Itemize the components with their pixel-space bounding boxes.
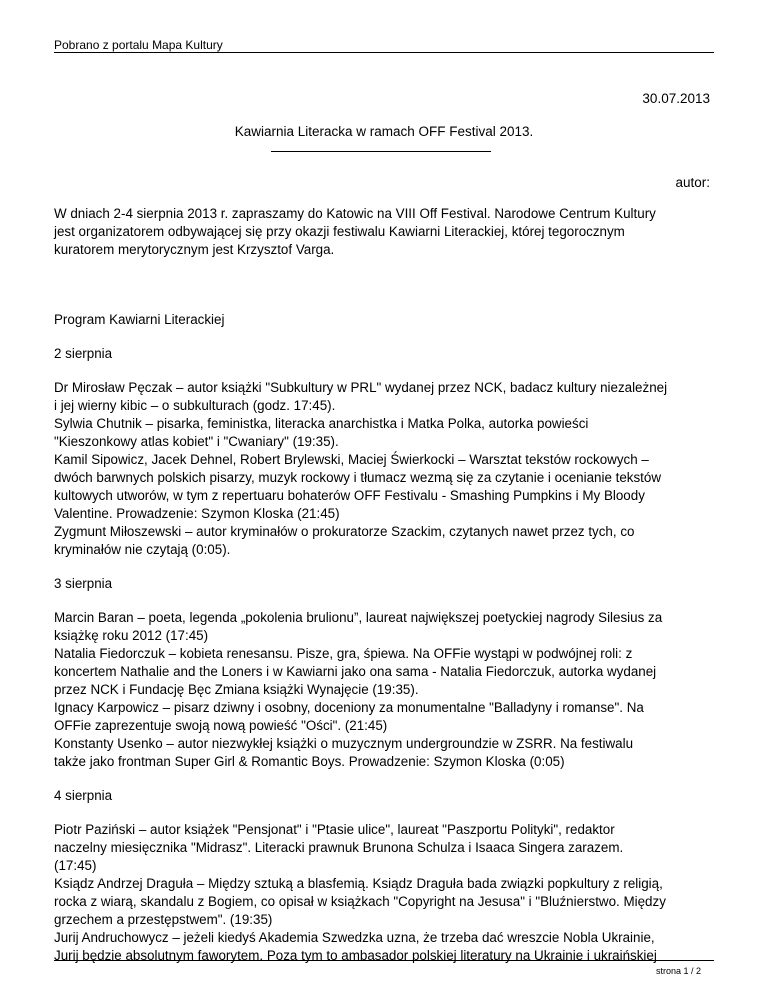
header-divider [54,52,714,53]
document-title: Kawiarnia Literacka w ramach OFF Festival 2013. [234,124,534,139]
day-heading-4-august: 4 sierpnia [54,788,113,803]
document-body [54,205,714,981]
document-date: 30.07.2013 [642,91,710,106]
page-header-source: Pobrano z portalu Mapa Kultury [54,38,223,52]
program-heading: Program Kawiarni Literackiej [54,312,225,327]
title-underline [271,151,491,152]
day-program-4-august: Piotr Paziński – autor książek "Pensjonat" i "Ptasie ulice", laureat "Paszportu Polityki", redaktor naczelny miesięcznika "Midrasz". Literacki prawnuk Brunona Schulza i Isaaca Singera zarazem. (17:45) Ksiądz Andrzej Draguła – Między sztuką a blasfemią. Ksiądz Draguła bada związki popkultury z religią, rocka z wiarą, skandalu z Bogiem, co opisał w książkach "Copyright na Jesusa" i "Bluźnierstwo. Między grzechem a przestępstwem". (19:35) Jurij Andruchowycz – jeżeli kiedyś Akademia Szwedzka uzna, że trzeba dać wreszcie Nobla Ukrainie, Jurij będzie absolutnym faworytem. Poza tym to ambasador polskiej literatury na Ukrainie i ukraińskiej [54,822,666,963]
day-program-2-august: Dr Mirosław Pęczak – autor książki "Subkultury w PRL" wydanej przez NCK, badacz kultury niezależnej i jej wierny kibic – o subkulturach (godz. 17:45). Sylwia Chutnik – pisarka, feministka, literacka anarchistka i Matka Polka, autorka powieści "Kieszonkowy atlas kobiet" i "Cwaniary" (19:35). Kamil Sipowicz, Jacek Dehnel, Robert Brylewski, Maciej Świerkocki – Warsztat tekstów rockowych – dwóch barwnych polskich pisarzy, muzyk rockowy i tłumacz wezmą się za czytanie i ocenianie tekstów kultowych utworów, w tym z repertuaru bohaterów OFF Festivalu - Smashing Pumpkins i My Bloody Valentine. Prowadzenie: Szymon Kloska (21:45) Zygmunt Miłoszewski – autor kryminałów o prokuratorze Szackim, czytanych nawet przez tych, co kryminałów nie czytają (0:05). [54,380,668,557]
day-program-3-august: Marcin Baran – poeta, legenda „pokolenia brulionu”, laureat największej poetyckiej nagrody Silesius za książkę roku 2012 (17:45) Natalia Fiedorczuk – kobieta renesansu. Pisze, gra, śpiewa. Na OFFie wystąpi w podwójnej roli: z koncertem Nathalie and the Loners i w Kawiarni jako ona sama - Natalia Fiedorczuk, autorka wydanej przez NCK i Fundację Bęc Zmiana książki Wynajęcie (19:35). Ignacy Karpowicz – pisarz dziwny i osobny, doceniony za monumentalne "Balladyny i romanse". Na OFFie zaprezentuje swoją nową powieść "Ości". (21:45) Konstanty Usenko – autor niezwykłej książki o muzycznym undergroundzie w ZSRR. Na festiwalu także jako frontman Super Girl & Romantic Boys. Prowadzenie: Szymon Kloska (0:05) [54,610,663,769]
page-number: strona 1 / 2 [655,966,701,976]
author-label: autor: [675,175,710,190]
intro-paragraph: W dniach 2-4 sierpnia 2013 r. zapraszamy do Katowic na VIII Off Festival. Narodowe Centrum Kultury jest organizatorem odbywającej się przy okazji festiwalu Kawiarni Literackiej, której tegorocznym kuratorem merytorycznym jest Krzysztof Varga. [54,206,656,257]
footer-divider [54,960,714,961]
day-heading-3-august: 3 sierpnia [54,576,113,591]
day-heading-2-august: 2 sierpnia [54,346,113,361]
